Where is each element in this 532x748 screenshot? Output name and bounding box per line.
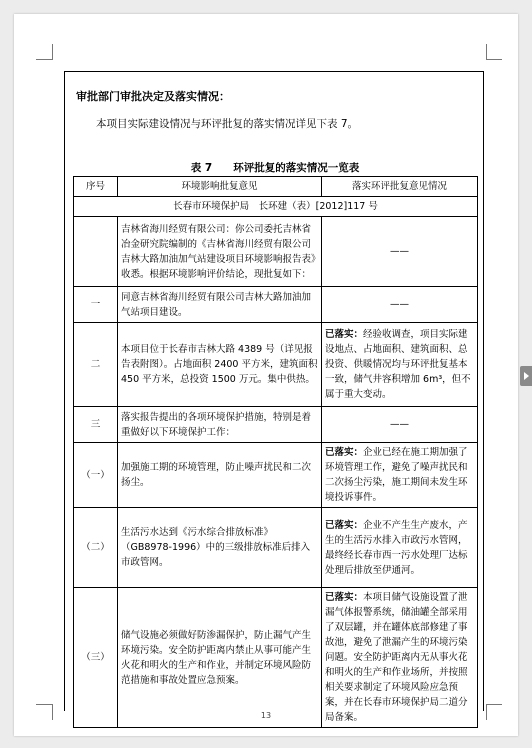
status-label: 已落实：: [325, 592, 364, 603]
row-opinion: 储气设施必须做好防渗漏保护，防止漏气产生环境污染。安全防护距离内禁止从事可能产生火花和明火的生产和作业，并制定环境风险防范措施和事故处置应急预案。: [118, 588, 322, 728]
row-number: [74, 217, 118, 287]
row-status: [322, 508, 478, 588]
table-row: [74, 588, 478, 728]
row-opinion: 吉林省海川经贸有限公司：你公司委托吉林省冶金研究院编制的《吉林省海川经贸有限公司吉林大路加油加气站建设项目环境影响报告表》收悉。根据环境影响评价结论，现批复如下：: [118, 217, 322, 287]
status-text: ——: [390, 246, 409, 257]
row-status: [322, 323, 478, 407]
status-label: 已落实：: [325, 329, 364, 340]
table-header-row: [74, 177, 478, 197]
row-status: [322, 588, 478, 728]
page-number: 13: [260, 711, 272, 720]
table-caption: 表 7 环评批复的落实情况一览表: [190, 162, 360, 174]
crop-mark-bottom-left: [36, 704, 52, 705]
table-row: [74, 443, 478, 508]
table-subheading-row: [74, 197, 478, 217]
row-opinion: 同意吉林省海川经贸有限公司吉林大路加油加气站项目建设。: [118, 287, 322, 323]
row-status: [322, 287, 478, 323]
row-number: 一: [74, 287, 118, 323]
row-opinion: 加强施工期的环境管理，防止噪声扰民和二次扬尘。: [118, 443, 322, 508]
approval-table: [73, 176, 478, 728]
table-row: [74, 287, 478, 323]
row-number: （一）: [74, 443, 118, 508]
row-number: （二）: [74, 508, 118, 588]
status-text: 本项目储气设施设置了泄漏气体报警系统，储油罐全部采用了双层罐，并在罐体底部修建了事故池，避免了泄漏产生的环境污染问题。安全防护距离内无从事火花和明火的生产和作业场所，并按照相关要求制定了环境风险应急预案，并在长春市环境保护局二道分局备案。: [325, 592, 468, 723]
chevron-right-icon: [524, 372, 529, 380]
row-opinion: 本项目位于长春市吉林大路 4389 号（详见报告表附图）。占地面积 2400 平方米，建筑面积 450 平方米，总投资 1500 万元。集中供热。: [118, 323, 322, 407]
crop-mark-top-right: [486, 59, 502, 60]
header-number: 序号: [74, 177, 118, 197]
side-panel-toggle[interactable]: [520, 366, 532, 386]
row-status: [322, 443, 478, 508]
row-number: （三）: [74, 588, 118, 728]
row-opinion: 生活污水达到《污水综合排放标准》（GB8978-1996）中的三级排放标准后排入市政管网。: [118, 508, 322, 588]
row-opinion: 落实报告提出的各项环境保护措施，特别是着重做好以下环境保护工作：: [118, 407, 322, 443]
intro-text: 本项目实际建设情况与环评批复的落实情况详见下表 7。: [96, 118, 359, 130]
row-number: 三: [74, 407, 118, 443]
row-status: [322, 407, 478, 443]
status-label: 已落实：: [325, 447, 364, 458]
header-status: 落实环评批复意见情况: [322, 177, 478, 197]
status-label: 已落实：: [325, 519, 364, 531]
crop-mark-top-left: [52, 44, 53, 60]
table-row: [74, 217, 478, 287]
crop-mark-bottom-right: [486, 704, 502, 705]
crop-mark-top-left: [36, 59, 52, 60]
status-text: ——: [390, 419, 409, 430]
row-status: [322, 217, 478, 287]
table-subheading: 长春市环境保护局 长环建（表）[2012]117 号: [74, 197, 478, 217]
status-text: 企业已经在施工期加强了环境管理工作，避免了噪声扰民和二次扬尘污染，施工期间未发生环境投诉事件。: [325, 447, 468, 503]
table-row: [74, 407, 478, 443]
status-text: ——: [390, 299, 409, 310]
status-text: 经验收调查，项目实际建设地点、占地面积、建筑面积、总投资、供暖情况均与环评批复基本一致，储气井容积增加 6m³，但不属于重大变动。: [325, 329, 471, 400]
document-page: [14, 14, 518, 736]
table-row: [74, 508, 478, 588]
section-heading: 审批部门审批决定及落实情况：: [76, 90, 230, 103]
table-row: [74, 323, 478, 407]
crop-mark-top-right: [486, 44, 487, 60]
status-text: 企业不产生生产废水，产生的生活污水排入市政污水管网，最终经长春市西一污水处理厂达标处理后排放至伊通河。: [325, 519, 468, 576]
row-number: 二: [74, 323, 118, 407]
header-opinion: 环境影响批复意见: [118, 177, 322, 197]
